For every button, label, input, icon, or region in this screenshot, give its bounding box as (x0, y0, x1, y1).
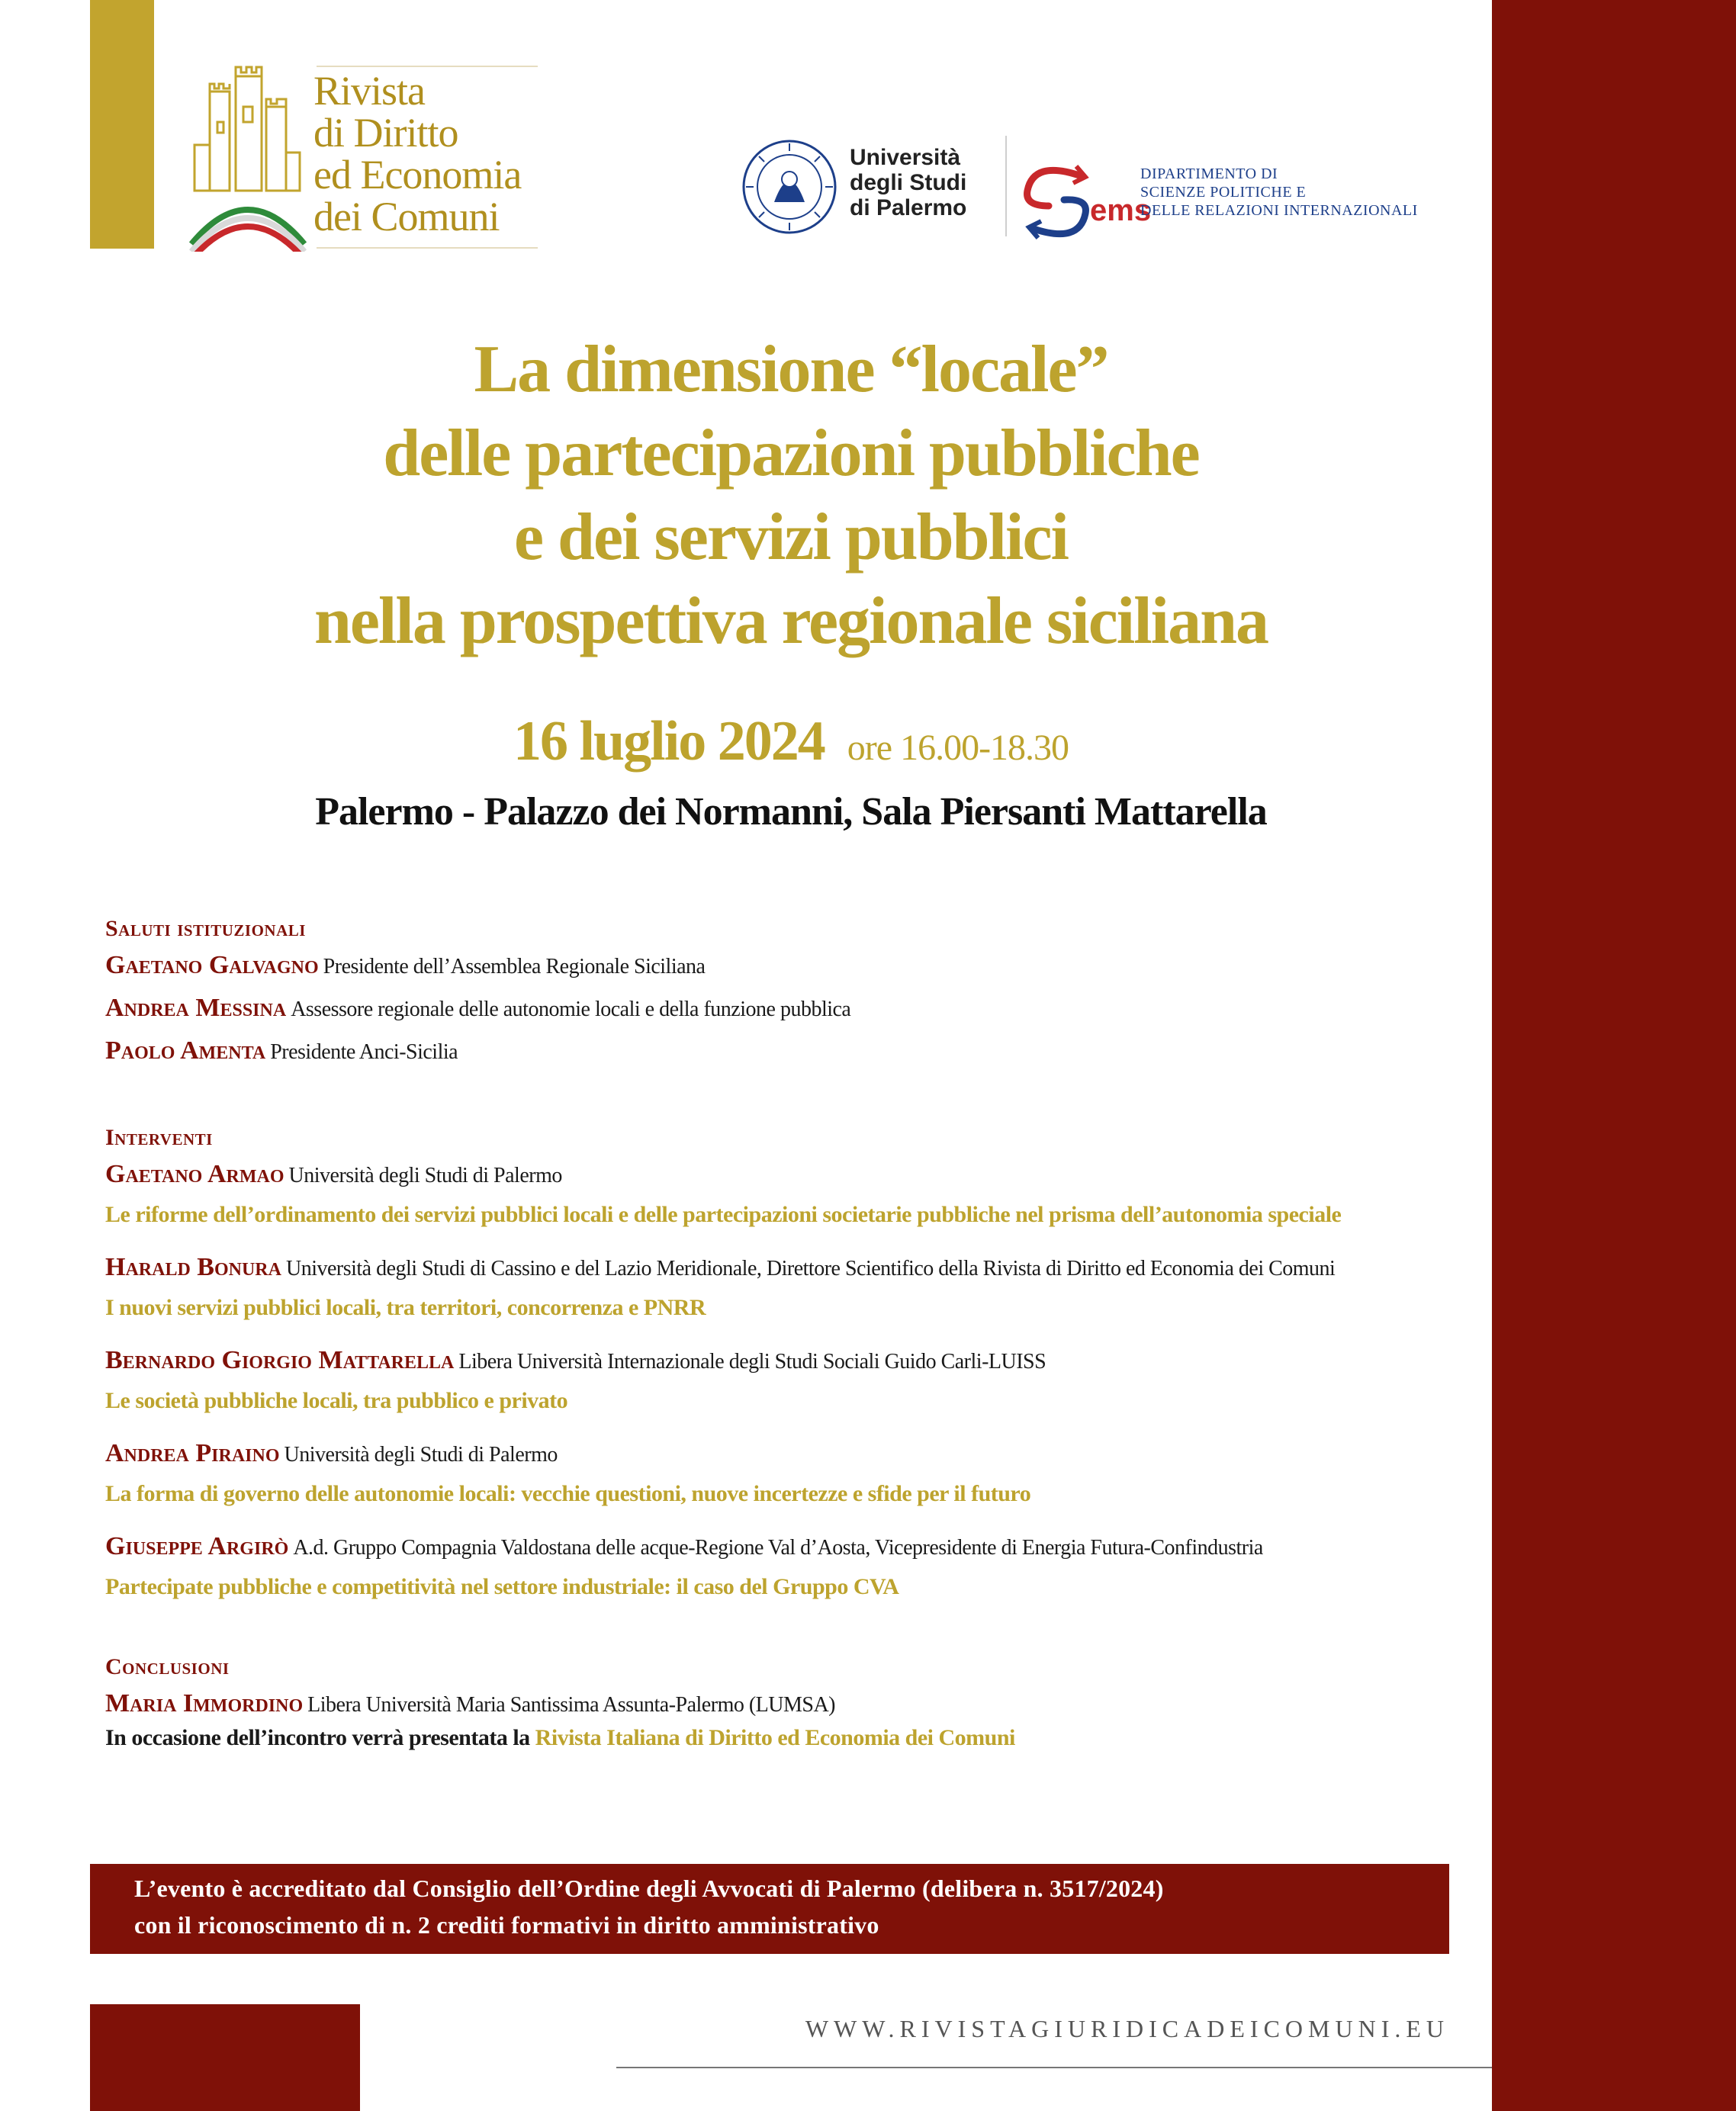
department-name (1140, 165, 1418, 220)
rivista-logo-text (313, 70, 542, 238)
accreditation-banner (90, 1864, 1449, 1954)
speaker-affiliation: Assessore regionale delle autonomie locali e della funzione pubblica (291, 998, 851, 1021)
speaker-name: Gaetano Galvagno (105, 951, 319, 979)
speaker-affiliation: Libera Università Maria Santissima Assunta-Palermo (LUMSA) (307, 1693, 836, 1717)
event-date: 16 luglio 2024 (513, 710, 825, 773)
university-name-line: Università (850, 145, 961, 170)
speaker-affiliation: Università degli Studi di Cassino e del Lazio Meridionale, Direttore Scientifico della Rivista di Diritto ed Economia dei Comuni (285, 1257, 1336, 1280)
burgundy-corner-block (90, 2004, 360, 2111)
logo-rule-bottom (317, 247, 538, 249)
accreditation-line: con il riconoscimento di n. 2 crediti formativi in diritto amministrativo (134, 1911, 879, 1939)
university-name-line: di Palermo (850, 195, 967, 220)
department-name-line: DIPARTIMENTO DI (1140, 165, 1278, 182)
logo-rule-top (317, 66, 538, 67)
speaker-name: Harald Bonura (105, 1253, 281, 1281)
talk-title: Le riforme dell’ordinamento dei servizi pubblici locali e delle partecipazioni societarie pubbliche nel prisma dell’autonomia speciale (105, 1202, 1342, 1227)
speaker-affiliation: A.d. Gruppo Compagnia Valdostana delle acque-Regione Val d’Aosta, Vicepresidente di Energia Futura-Confindustria (293, 1536, 1263, 1560)
talk-title: Le società pubbliche locali, tra pubblico e privato (105, 1388, 568, 1413)
note-text: In occasione dell’incontro verrà presentata la (105, 1725, 530, 1750)
event-date-line (90, 709, 1492, 774)
speaker-row (105, 1341, 1478, 1384)
section-heading-saluti: Saluti istituzionali (105, 916, 306, 941)
department-name-line: DELLE RELAZIONI INTERNAZIONALI (1140, 202, 1418, 219)
event-time: ore 16.00-18.30 (847, 728, 1069, 768)
section-heading-interventi: Interventi (105, 1125, 213, 1150)
rivista-logo-line: dei Comuni (313, 194, 500, 239)
accreditation-line: L’evento è accreditato dal Consiglio dell’Ordine degli Avvocati di Palermo (delibera n. 3517/2024) (134, 1875, 1164, 1902)
gold-accent-bar (90, 0, 154, 249)
speaker-name: Gaetano Armao (105, 1160, 285, 1188)
accreditation-text (134, 1870, 1164, 1943)
university-name (850, 145, 966, 220)
tower-arch-icon (187, 61, 309, 252)
speaker-affiliation: Università degli Studi di Palermo (284, 1443, 558, 1467)
speaker-affiliation: Presidente dell’Assemblea Regionale Siciliana (323, 955, 706, 978)
rivista-logo (187, 55, 538, 253)
event-title (90, 328, 1492, 664)
speaker-name: Maria Immordino (105, 1689, 304, 1717)
footer-rule (616, 2067, 1492, 2068)
department-logo (1018, 160, 1445, 252)
logo-divider (1005, 136, 1007, 236)
program (105, 911, 1478, 1727)
website-link[interactable]: WWW.RIVISTAGIURIDICADEICOMUNI.EU (805, 2015, 1449, 2042)
event-title-line: nella prospettiva regionale siciliana (313, 584, 1268, 658)
university-name-line: degli Studi (850, 170, 967, 195)
speaker-affiliation: Presidente Anci-Sicilia (270, 1040, 458, 1064)
speaker-row (105, 1155, 1478, 1198)
speaker-row (105, 1435, 1478, 1477)
university-seal-icon (740, 137, 839, 236)
event-venue: Palermo - Palazzo dei Normanni, Sala Piersanti Mattarella (315, 790, 1267, 834)
burgundy-side-band (1492, 0, 1736, 2111)
talk-title: I nuovi servizi pubblici locali, tra territori, concorrenza e PNRR (105, 1295, 706, 1320)
event-title-line: delle partecipazioni pubbliche (383, 416, 1199, 490)
speaker-name: Andrea Messina (105, 994, 287, 1022)
section-heading-conclusioni: Conclusioni (105, 1654, 230, 1679)
speaker-row (105, 1528, 1478, 1570)
talk-title: La forma di governo delle autonomie locali: vecchie questioni, nuove incertezze e sfide per il futuro (105, 1481, 1031, 1506)
speaker-row (105, 946, 1478, 989)
dems-wordmark: ems (1090, 194, 1152, 227)
talk-title: Partecipate pubbliche e competitività nel settore industriale: il caso del Gruppo CVA (105, 1574, 899, 1599)
speaker-name: Giuseppe Argirò (105, 1532, 289, 1560)
department-name-line: SCIENZE POLITICHE E (1140, 184, 1307, 201)
rivista-logo-line: ed Economia (313, 152, 522, 198)
university-logo (740, 137, 1014, 252)
speaker-name: Bernardo Giorgio Mattarella (105, 1346, 455, 1374)
speaker-affiliation: Università degli Studi di Palermo (288, 1164, 562, 1187)
dems-swirl-icon (1018, 160, 1095, 244)
speaker-row (105, 1032, 1478, 1075)
note-journal-name: Rivista Italiana di Diritto ed Economia dei Comuni (535, 1725, 1015, 1750)
presentation-note (105, 1725, 1015, 1751)
speaker-row (105, 1685, 1478, 1727)
rivista-logo-line: di Diritto (313, 110, 458, 156)
speaker-row (105, 989, 1478, 1032)
event-title-line: e dei servizi pubblici (514, 500, 1068, 574)
speaker-name: Andrea Piraino (105, 1439, 280, 1467)
event-title-line: La dimensione “locale” (474, 333, 1108, 406)
speaker-affiliation: Libera Università Internazionale degli Studi Sociali Guido Carli-LUISS (458, 1350, 1046, 1374)
speaker-name: Paolo Amenta (105, 1036, 266, 1065)
speaker-row (105, 1248, 1478, 1291)
rivista-logo-line: Rivista (313, 68, 426, 114)
